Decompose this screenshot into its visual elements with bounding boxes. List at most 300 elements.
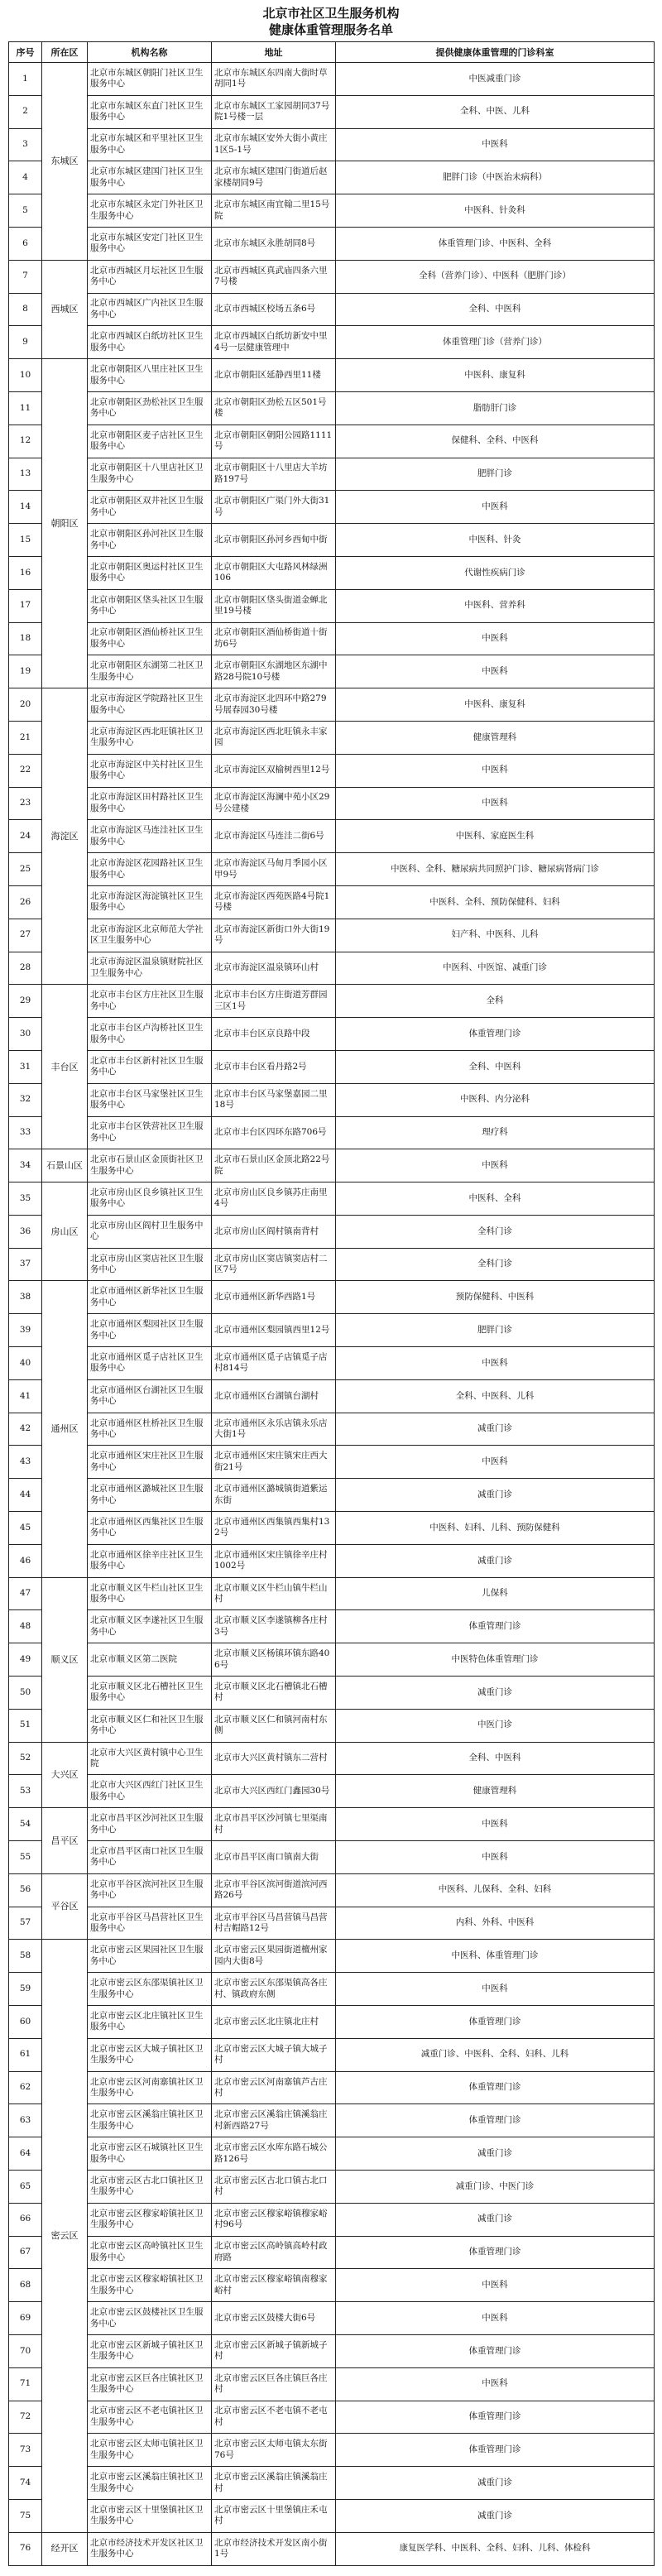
table-row	[9, 491, 655, 524]
institution-name: 北京市朝阳区双井社区卫生服务中心	[88, 491, 212, 524]
department-list: 体重管理门诊	[336, 2006, 655, 2039]
institution-address: 北京市海淀区马甸月季园小区甲9号	[212, 853, 336, 886]
institution-name: 北京市海淀区马连洼社区卫生服务中心	[88, 820, 212, 853]
row-number: 71	[9, 2367, 42, 2401]
row-number: 9	[9, 326, 42, 359]
institution-name: 北京市通州区潞城社区卫生服务中心	[88, 1479, 212, 1512]
table-row	[9, 589, 655, 622]
institution-address: 北京市石景山区金顶北路22号院	[212, 1149, 336, 1182]
institution-address: 北京市通州区潞城镇街道紫运东街	[212, 1479, 336, 1512]
department-list: 减重门诊	[336, 1544, 655, 1577]
table-row	[9, 688, 655, 722]
institution-name: 北京市海淀区中关村社区卫生服务中心	[88, 754, 212, 787]
institution-name: 北京市房山区窦店社区卫生服务中心	[88, 1248, 212, 1281]
row-number: 5	[9, 194, 42, 228]
institution-name: 北京市顺义区仁和社区卫生服务中心	[88, 1709, 212, 1742]
institution-name: 北京市丰台区方庄社区卫生服务中心	[88, 985, 212, 1018]
department-list: 中医科	[336, 2269, 655, 2302]
document-title: 北京市社区卫生服务机构	[262, 6, 400, 21]
department-list: 肥胖门诊	[336, 458, 655, 491]
table-row	[9, 391, 655, 425]
table-row	[9, 1018, 655, 1051]
institution-address: 北京市密云区太师屯镇太东街76号	[212, 2434, 336, 2467]
table-row	[9, 1677, 655, 1710]
institution-address: 北京市密云区巨各庄镇巨各庄村	[212, 2367, 336, 2401]
institution-name: 北京市通州区台湖社区卫生服务中心	[88, 1379, 212, 1413]
institution-address: 北京市海淀区西北旺镇永丰家园	[212, 721, 336, 754]
row-number: 61	[9, 2038, 42, 2071]
table-row	[9, 919, 655, 952]
institution-address: 北京市大兴区西红门鑫园30号	[212, 1775, 336, 1808]
department-list: 体重管理门诊	[336, 2236, 655, 2269]
institution-address: 北京市西城区真武庙四条六里7号楼	[212, 260, 336, 293]
institution-name: 北京市丰台区卢沟桥社区卫生服务中心	[88, 1018, 212, 1051]
department-list: 健康管理科	[336, 1775, 655, 1808]
table-row	[9, 2467, 655, 2500]
department-list: 中医科	[336, 1446, 655, 1479]
institution-name: 北京市房山区阎村卫生服务中心	[88, 1215, 212, 1248]
department-list: 中医科	[336, 754, 655, 787]
table-row	[9, 952, 655, 985]
table-row	[9, 2367, 655, 2401]
row-number: 47	[9, 1577, 42, 1610]
institution-address: 北京市经济技术开发区南小街1号	[212, 2532, 336, 2565]
institution-name: 北京市通州区宋庄社区卫生服务中心	[88, 1446, 212, 1479]
department-list: 减重门诊、中医科、全科、妇科、儿科	[336, 2038, 655, 2071]
header-address: 地址	[212, 42, 336, 63]
institution-name: 北京市朝阳区奥运村社区卫生服务中心	[88, 556, 212, 589]
table-row	[9, 2038, 655, 2071]
institution-name: 北京市密云区河南寨镇社区卫生服务中心	[88, 2071, 212, 2104]
table-row	[9, 524, 655, 557]
department-list: 中医科	[336, 1347, 655, 1380]
row-number: 51	[9, 1709, 42, 1742]
institution-name: 北京市东城区建国门社区卫生服务中心	[88, 161, 212, 194]
institution-name: 北京市顺义区北石槽社区卫生服务中心	[88, 1677, 212, 1710]
row-number: 52	[9, 1742, 42, 1775]
institution-name: 北京市密云区穆家峪镇社区卫生服务中心	[88, 2269, 212, 2302]
row-number: 73	[9, 2434, 42, 2467]
institution-address: 北京市平谷区滨河街道滨河西路26号	[212, 1873, 336, 1907]
department-list: 体重管理门诊、中医科、全科	[336, 227, 655, 260]
institution-name: 北京市密云区果园社区卫生服务中心	[88, 1940, 212, 1973]
row-number: 48	[9, 1610, 42, 1643]
department-list: 中医特色体重管理门诊	[336, 1643, 655, 1677]
institution-name: 北京市西城区白纸坊社区卫生服务中心	[88, 326, 212, 359]
institution-address: 北京市海淀区海澜中苑小区29号公建楼	[212, 787, 336, 820]
row-number: 74	[9, 2467, 42, 2500]
row-number: 76	[9, 2532, 42, 2565]
row-number: 27	[9, 919, 42, 952]
table-row	[9, 1973, 655, 2006]
institution-address: 北京市通州区宋庄镇宋庄西大街21号	[212, 1446, 336, 1479]
header-number: 序号	[9, 42, 42, 63]
department-list: 理疗科	[336, 1116, 655, 1149]
department-list: 全科、中医、儿科	[336, 95, 655, 128]
institution-address: 北京市海淀区西苑医路4号院1号楼	[212, 885, 336, 919]
department-list: 减重门诊	[336, 2137, 655, 2171]
row-number: 34	[9, 1149, 42, 1182]
table-row	[9, 1281, 655, 1314]
department-list: 中医科、康复科	[336, 688, 655, 722]
row-number: 19	[9, 655, 42, 688]
department-list: 减重门诊	[336, 2499, 655, 2532]
table-row	[9, 2532, 655, 2565]
department-list: 中医科	[336, 1808, 655, 1841]
table-row	[9, 260, 655, 293]
row-number: 28	[9, 952, 42, 985]
institution-name: 北京市顺义区李遂社区卫生服务中心	[88, 1610, 212, 1643]
table-row	[9, 820, 655, 853]
institution-name: 北京市顺义区第二医院	[88, 1643, 212, 1677]
table-row	[9, 1446, 655, 1479]
table-row	[9, 2236, 655, 2269]
institution-address: 北京市密云区穆家峪镇南穆家峪村	[212, 2269, 336, 2302]
table-row	[9, 853, 655, 886]
institution-address: 北京市顺义区仁和镇河南村东侧	[212, 1709, 336, 1742]
institution-address: 北京市密云区新城子镇新城子村	[212, 2334, 336, 2367]
institution-address: 北京市东城区东四南大街时草胡同1号	[212, 63, 336, 96]
district-cell: 顺义区	[42, 1577, 88, 1742]
service-table	[8, 41, 655, 2566]
row-number: 65	[9, 2171, 42, 2204]
department-list: 中医科	[336, 491, 655, 524]
table-row	[9, 1050, 655, 1083]
department-list: 中医科	[336, 1841, 655, 1874]
table-row	[9, 655, 655, 688]
institution-address: 北京市丰台区方庄街道芳群园三区1号	[212, 985, 336, 1018]
row-number: 42	[9, 1413, 42, 1446]
district-cell: 东城区	[42, 63, 88, 261]
department-list: 全科（营养门诊）、中医科（肥胖门诊）	[336, 260, 655, 293]
institution-address: 北京市东城区南宜翰二里15号院	[212, 194, 336, 228]
department-list: 中医科、儿保科、全科、妇科	[336, 1873, 655, 1907]
institution-address: 北京市通州区永乐店镇永乐店大街1号	[212, 1413, 336, 1446]
institution-address: 北京市东城区工家园胡同37号院1号楼一层	[212, 95, 336, 128]
row-number: 37	[9, 1248, 42, 1281]
row-number: 38	[9, 1281, 42, 1314]
table-row	[9, 1149, 655, 1182]
institution-address: 北京市通州区宋庄镇徐辛庄村1002号	[212, 1544, 336, 1577]
department-list: 全科、中医科	[336, 293, 655, 326]
institution-name: 北京市昌平区南口社区卫生服务中心	[88, 1841, 212, 1874]
institution-address: 北京市丰台区看丹路2号	[212, 1050, 336, 1083]
institution-name: 北京市密云区古北口镇社区卫生服务中心	[88, 2171, 212, 2204]
institution-name: 北京市海淀区学院路社区卫生服务中心	[88, 688, 212, 722]
table-row	[9, 622, 655, 655]
department-list: 全科、中医科	[336, 1050, 655, 1083]
institution-name: 北京市东城区朝阳门社区卫生服务中心	[88, 63, 212, 96]
row-number: 41	[9, 1379, 42, 1413]
institution-name: 北京市密云区石城镇社区卫生服务中心	[88, 2137, 212, 2171]
institution-name: 北京市房山区良乡镇社区卫生服务中心	[88, 1182, 212, 1216]
institution-name: 北京市海淀区西北旺镇社区卫生服务中心	[88, 721, 212, 754]
department-list: 中医减重门诊	[336, 63, 655, 96]
department-list: 全科、中医科、儿科	[336, 1379, 655, 1413]
row-number: 12	[9, 425, 42, 458]
table-row	[9, 556, 655, 589]
department-list: 儿保科	[336, 1577, 655, 1610]
institution-name: 北京市密云区东邵渠镇社区卫生服务中心	[88, 1973, 212, 2006]
institution-address: 北京市密云区鼓楼大街6号	[212, 2302, 336, 2335]
table-row	[9, 1182, 655, 1216]
institution-address: 北京市西城区校场五条6号	[212, 293, 336, 326]
institution-address: 北京市朝阳区垡头街道金蝉北里19号楼	[212, 589, 336, 622]
department-list: 健康管理科	[336, 721, 655, 754]
institution-address: 北京市密云区古北口镇古北口村	[212, 2171, 336, 2204]
row-number: 53	[9, 1775, 42, 1808]
institution-address: 北京市海淀区温泉镇环山村	[212, 952, 336, 985]
institution-address: 北京市密云区溪翁庄镇溪翁庄村	[212, 2467, 336, 2500]
department-list: 肥胖门诊	[336, 1314, 655, 1347]
row-number: 75	[9, 2499, 42, 2532]
institution-name: 北京市东城区永定门外社区卫生服务中心	[88, 194, 212, 228]
department-list: 中医科、针灸	[336, 524, 655, 557]
institution-address: 北京市朝阳区广渠门外大街31号	[212, 491, 336, 524]
row-number: 3	[9, 128, 42, 161]
institution-name: 北京市密云区溪翁庄镇社区卫生服务中心	[88, 2467, 212, 2500]
table-row	[9, 2171, 655, 2204]
institution-name: 北京市平谷区滨河社区卫生服务中心	[88, 1873, 212, 1907]
row-number: 40	[9, 1347, 42, 1380]
row-number: 59	[9, 1973, 42, 2006]
department-list: 体重管理门诊	[336, 2434, 655, 2467]
institution-address: 北京市海淀区双榆树西里12号	[212, 754, 336, 787]
department-list: 中医科、全科、糖尿病共同照护门诊、糖尿病肾病门诊	[336, 853, 655, 886]
table-row	[9, 2434, 655, 2467]
institution-name: 北京市朝阳区八里庄社区卫生服务中心	[88, 359, 212, 392]
row-number: 66	[9, 2203, 42, 2236]
institution-name: 北京市密云区高岭镇社区卫生服务中心	[88, 2236, 212, 2269]
institution-address: 北京市顺义区牛栏山镇牛栏山村	[212, 1577, 336, 1610]
institution-name: 北京市朝阳区孙河社区卫生服务中心	[88, 524, 212, 557]
department-list: 保健科、全科、中医科	[336, 425, 655, 458]
institution-address: 北京市顺义区北石槽镇北石槽村	[212, 1677, 336, 1710]
row-number: 62	[9, 2071, 42, 2104]
row-number: 64	[9, 2137, 42, 2171]
table-row	[9, 194, 655, 228]
district-cell: 石景山区	[42, 1149, 88, 1182]
department-list: 减重门诊	[336, 1479, 655, 1512]
institution-address: 北京市西城区白纸坊新安中里4号一层健康管理中	[212, 326, 336, 359]
row-number: 67	[9, 2236, 42, 2269]
institution-address: 北京市朝阳区十八里店大羊坊路197号	[212, 458, 336, 491]
institution-address: 北京市平谷区马昌营镇马昌营村吉帽路12号	[212, 1907, 336, 1940]
department-list: 康复医学科、中医科、全科、妇科、儿科、体检科	[336, 2532, 655, 2565]
table-row	[9, 1544, 655, 1577]
institution-name: 北京市海淀区花园路社区卫生服务中心	[88, 853, 212, 886]
institution-name: 北京市丰台区马家堡社区卫生服务中心	[88, 1083, 212, 1116]
department-list: 体重管理门诊（营养门诊）	[336, 326, 655, 359]
institution-address: 北京市朝阳区延静西里11楼	[212, 359, 336, 392]
row-number: 33	[9, 1116, 42, 1149]
row-number: 7	[9, 260, 42, 293]
row-number: 6	[9, 227, 42, 260]
row-number: 35	[9, 1182, 42, 1216]
district-cell: 西城区	[42, 260, 88, 358]
department-list: 妇产科、中医科、儿科	[336, 919, 655, 952]
row-number: 56	[9, 1873, 42, 1907]
table-row	[9, 63, 655, 96]
department-list: 中医科	[336, 1973, 655, 2006]
institution-address: 北京市东城区安外大街小黄庄1区5-1号	[212, 128, 336, 161]
district-cell: 平谷区	[42, 1873, 88, 1940]
department-list: 中医科	[336, 2367, 655, 2401]
institution-address: 北京市密云区果园街道檀州家园内大街8号	[212, 1940, 336, 1973]
table-row	[9, 1083, 655, 1116]
department-list: 体重管理门诊	[336, 2071, 655, 2104]
row-number: 10	[9, 359, 42, 392]
institution-name: 北京市东城区东直门社区卫生服务中心	[88, 95, 212, 128]
row-number: 13	[9, 458, 42, 491]
table-row	[9, 2499, 655, 2532]
table-row	[9, 1808, 655, 1841]
institution-name: 北京市通州区杜桥社区卫生服务中心	[88, 1413, 212, 1446]
institution-address: 北京市密云区高岭镇高岭村政府路	[212, 2236, 336, 2269]
district-cell: 海淀区	[42, 688, 88, 985]
row-number: 20	[9, 688, 42, 722]
institution-address: 北京市房山区窦店镇窦店村二区7号	[212, 1248, 336, 1281]
table-body	[9, 63, 655, 2566]
department-list: 中医科、全科、预防保健科、妇科	[336, 885, 655, 919]
table-row	[9, 2137, 655, 2171]
row-number: 22	[9, 754, 42, 787]
department-list: 中医门诊	[336, 1709, 655, 1742]
row-number: 72	[9, 2401, 42, 2434]
institution-address: 北京市密云区溪翁庄镇溪翁庄村新西路27号	[212, 2104, 336, 2137]
table-header-row	[9, 42, 655, 63]
institution-address: 北京市朝阳区东湖地区东湖中路28号院10号楼	[212, 655, 336, 688]
table-row	[9, 985, 655, 1018]
table-row	[9, 754, 655, 787]
institution-name: 北京市海淀区温泉镇财院社区卫生服务中心	[88, 952, 212, 985]
institution-address: 北京市朝阳区酒仙桥街道十街坊6号	[212, 622, 336, 655]
row-number: 11	[9, 391, 42, 425]
institution-name: 北京市朝阳区酒仙桥社区卫生服务中心	[88, 622, 212, 655]
table-row	[9, 2203, 655, 2236]
row-number: 57	[9, 1907, 42, 1940]
institution-name: 北京市通州区西集社区卫生服务中心	[88, 1512, 212, 1545]
table-row	[9, 1379, 655, 1413]
institution-address: 北京市密云区北庄镇北庄村	[212, 2006, 336, 2039]
institution-address: 北京市密云区东邵渠镇高各庄村、镇政府东侧	[212, 1973, 336, 2006]
institution-address: 北京市朝阳区劲松五区501号楼	[212, 391, 336, 425]
table-row	[9, 1215, 655, 1248]
row-number: 63	[9, 2104, 42, 2137]
institution-name: 北京市通州区梨园社区卫生服务中心	[88, 1314, 212, 1347]
institution-name: 北京市丰台区新村社区卫生服务中心	[88, 1050, 212, 1083]
table-row	[9, 227, 655, 260]
department-list: 中医科、营养科	[336, 589, 655, 622]
header-district: 所在区	[42, 42, 88, 63]
district-cell: 丰台区	[42, 985, 88, 1149]
institution-name: 北京市海淀区海淀镇社区卫生服务中心	[88, 885, 212, 919]
row-number: 16	[9, 556, 42, 589]
institution-address: 北京市海淀区北四环中路279号展春园30号楼	[212, 688, 336, 722]
row-number: 31	[9, 1050, 42, 1083]
table-row	[9, 161, 655, 194]
institution-name: 北京市密云区十里堡镇社区卫生服务中心	[88, 2499, 212, 2532]
department-list: 全科、中医科	[336, 1742, 655, 1775]
table-row	[9, 425, 655, 458]
row-number: 24	[9, 820, 42, 853]
table-row	[9, 128, 655, 161]
header-department: 提供健康体重管理的门诊科室	[336, 42, 655, 63]
institution-name: 北京市石景山区金顶街社区卫生服务中心	[88, 1149, 212, 1182]
department-list: 减重门诊	[336, 2203, 655, 2236]
institution-address: 北京市丰台区四环东路706号	[212, 1116, 336, 1149]
institution-address: 北京市东城区永胜胡同8号	[212, 227, 336, 260]
district-cell: 经开区	[42, 2532, 88, 2565]
row-number: 58	[9, 1940, 42, 1973]
department-list: 体重管理门诊	[336, 2334, 655, 2367]
table-row	[9, 2269, 655, 2302]
department-list: 脂肪肝门诊	[336, 391, 655, 425]
department-list: 中医科	[336, 655, 655, 688]
department-list: 全科	[336, 985, 655, 1018]
table-row	[9, 1907, 655, 1940]
department-list: 中医科	[336, 787, 655, 820]
institution-name: 北京市大兴区黄村镇中心卫生院	[88, 1742, 212, 1775]
institution-name: 北京市密云区不老屯镇社区卫生服务中心	[88, 2401, 212, 2434]
table-row	[9, 95, 655, 128]
department-list: 中医科	[336, 2302, 655, 2335]
table-row	[9, 1610, 655, 1643]
institution-address: 北京市通州区台湖镇台湖村	[212, 1379, 336, 1413]
institution-address: 北京市丰台区马家堡嘉园二里18号	[212, 1083, 336, 1116]
institution-address: 北京市密云区十里堡镇庄禾屯村	[212, 2499, 336, 2532]
row-number: 32	[9, 1083, 42, 1116]
table-row	[9, 1413, 655, 1446]
department-list: 中医科、妇科、儿科、预防保健科	[336, 1512, 655, 1545]
row-number: 68	[9, 2269, 42, 2302]
row-number: 15	[9, 524, 42, 557]
institution-address: 北京市海淀区新街口外大街19号	[212, 919, 336, 952]
department-list: 中医科、康复科	[336, 359, 655, 392]
institution-name: 北京市东城区安定门社区卫生服务中心	[88, 227, 212, 260]
institution-name: 北京市大兴区西红门社区卫生服务中心	[88, 1775, 212, 1808]
department-list: 中医科、体重管理门诊	[336, 1940, 655, 1973]
institution-address: 北京市大兴区黄村镇东二营村	[212, 1742, 336, 1775]
table-row	[9, 326, 655, 359]
row-number: 43	[9, 1446, 42, 1479]
row-number: 69	[9, 2302, 42, 2335]
row-number: 4	[9, 161, 42, 194]
row-number: 30	[9, 1018, 42, 1051]
department-list: 中医科、全科	[336, 1182, 655, 1216]
institution-name: 北京市经济技术开发区社区卫生服务中心	[88, 2532, 212, 2565]
row-number: 54	[9, 1808, 42, 1841]
table-row	[9, 1479, 655, 1512]
table-row	[9, 1775, 655, 1808]
institution-name: 北京市朝阳区垡头社区卫生服务中心	[88, 589, 212, 622]
institution-address: 北京市密云区河南寨镇芦古庄村	[212, 2071, 336, 2104]
department-list: 中医科	[336, 1149, 655, 1182]
row-number: 36	[9, 1215, 42, 1248]
institution-address: 北京市昌平区沙河镇七里渠南村	[212, 1808, 336, 1841]
institution-address: 北京市丰台区京良路中段	[212, 1018, 336, 1051]
institution-address: 北京市通州区新华西路1号	[212, 1281, 336, 1314]
institution-address: 北京市密云区大城子镇大城子村	[212, 2038, 336, 2071]
department-list: 中医科、针灸科	[336, 194, 655, 228]
district-cell: 密云区	[42, 1940, 88, 2532]
institution-name: 北京市东城区和平里社区卫生服务中心	[88, 128, 212, 161]
table-row	[9, 1116, 655, 1149]
department-list: 体重管理门诊	[336, 1018, 655, 1051]
row-number: 1	[9, 63, 42, 96]
department-list: 体重管理门诊	[336, 2104, 655, 2137]
institution-name: 北京市丰台区铁营社区卫生服务中心	[88, 1116, 212, 1149]
